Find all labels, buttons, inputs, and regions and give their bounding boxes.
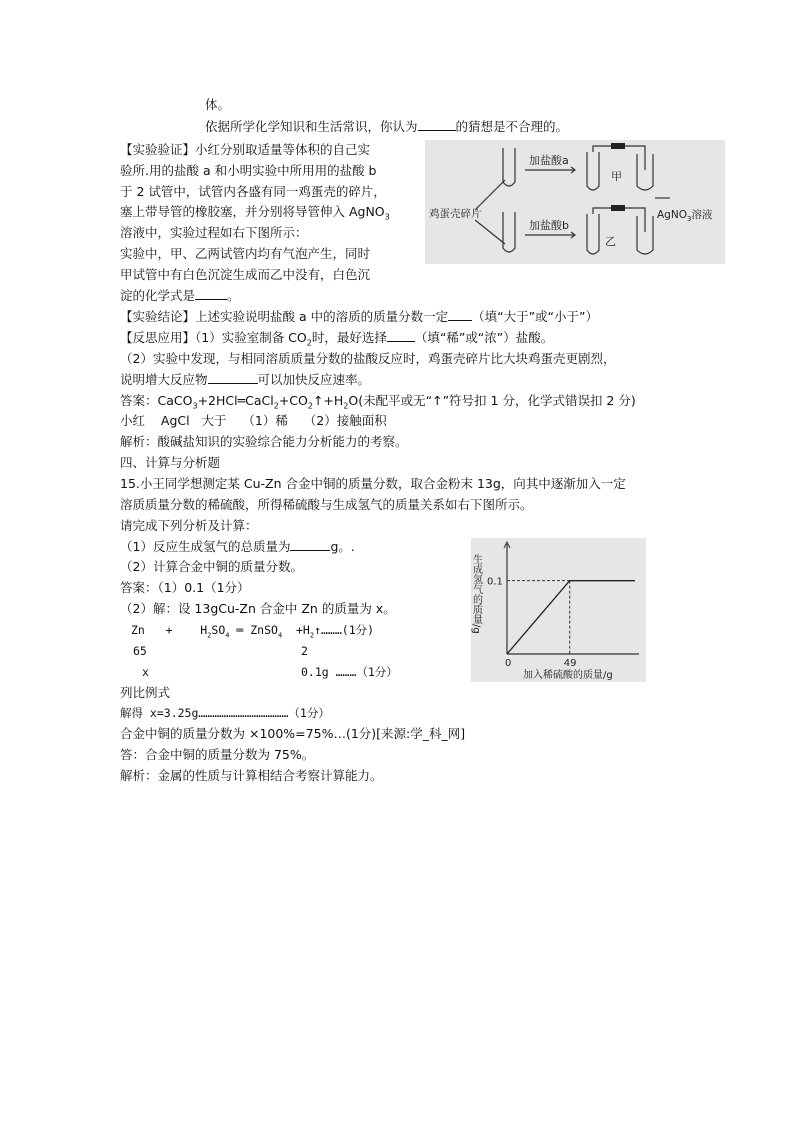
analysis-line: 解析：酸碱盐知识的实验综合能力分析能力的考察。 <box>120 434 408 449</box>
hydrogen-mass-chart <box>471 538 646 682</box>
text-line: 解得 x=3.25g…………………………………（1分） <box>120 706 330 720</box>
x-axis-label: 加入稀硫酸的质量/g <box>523 670 613 681</box>
apparatus-diagram <box>425 140 725 264</box>
section-heading: 四、计算与分析题 <box>120 455 221 470</box>
answer-line: （2）解：设 13gCu-Zn 合金中 Zn 的质量为 x。 <box>120 601 396 616</box>
x-tick-label: 49 <box>563 658 577 669</box>
label-add-acid-b: 加盐酸b <box>529 219 569 232</box>
equation-line: Zn + $H_2SO_4$ ═ ZnSO$_4$ $+H_2↑\dots\dots\dots(1$分) <box>131 623 375 640</box>
series-line <box>507 581 635 654</box>
answer-line: 小红 AgCl 大于 （1）稀 （2）接触面积 <box>120 413 387 428</box>
test-tube-jia <box>587 152 599 190</box>
section-reflection: 【反思应用】（1）实验室制备 $CO_2$时，最好选择 （填“稀”或“浓”）盐酸。 <box>120 330 554 348</box>
text-line: （1）反应生成氢气的总质量为 g。. <box>120 539 355 554</box>
test-tube-left-bottom <box>503 212 515 252</box>
text-line: 塞上带导管的橡胶塞，并分别将导管伸入 AgNO$_3$ <box>120 204 390 222</box>
origin-label: 0 <box>505 658 512 669</box>
answer-line: 答：合金中铜的质量分数为 75%。 <box>120 747 315 762</box>
text-line: 验所.用的盐酸 a 和小明实验中所用用的盐酸 b <box>120 163 377 178</box>
question-line: 15.小王同学想测定某 Cu-Zn 合金中铜的质量分数，取合金粉末 13g，向其中逐渐加入一定 <box>120 476 626 491</box>
text-line: 合金中铜的质量分数为 ×100%=75%…(1分)[来源:学_科_网] <box>120 726 466 741</box>
text-line: 实验中，甲、乙两试管内均有气泡产生，同时 <box>120 246 371 261</box>
label-agno3: AgNO$_3$溶液 <box>657 209 713 223</box>
clamp-top <box>611 143 625 149</box>
text-line: 依据所学化学知识和生活常识，你认为 的猜想是不合理的。 <box>205 119 569 134</box>
equation-line: 2 <box>301 644 308 658</box>
equation-line: x <box>142 665 149 679</box>
text-line: 体。 <box>205 97 231 112</box>
test-tube-yi <box>587 214 599 254</box>
question-line: 溶质质量分数的稀硫酸，所得稀硫酸与生成氢气的质量关系如右下图所示。 <box>120 497 533 512</box>
label-add-acid-a: 加盐酸a <box>529 154 569 167</box>
equation-line: 0.1g ………（1分） <box>301 665 398 679</box>
answer-line: 答案：$CaCO_3+2HCl═CaCl_2+CO_2↑+H_2O$(未配平或无“↑”符号扣 1 分，化学式错误扣 2 分) <box>120 393 636 411</box>
text-line: 列比例式 <box>120 685 171 700</box>
text-line: （2）实验中发现，与相同溶质质量分数的盐酸反应时，鸡蛋壳碎片比大块鸡蛋壳更剧烈， <box>120 351 616 366</box>
analysis-line: 解析：金属的性质与计算相结合考察计算能力。 <box>120 768 383 783</box>
section-experiment-conclusion: 【实验结论】上述实验说明盐酸 a 中的溶质的质量分数一定 （填“大于”或“小于”） <box>120 309 599 324</box>
equation-line: 65 <box>133 644 147 658</box>
text-line: 于 2 试管中，试管内各盛有同一鸡蛋壳的碎片， <box>120 184 386 199</box>
text-line: 说明增大反应物 可以加快反应速率。 <box>120 372 371 387</box>
clamp-bottom <box>611 205 625 211</box>
chart-svg <box>471 538 646 682</box>
text-line: 淀的化学式是 。 <box>120 288 240 303</box>
text-line: 溶液中，实验过程如右下图所示： <box>120 225 308 240</box>
section-experiment-verification: 【实验验证】小红分别取适量等体积的自己实 <box>120 142 371 157</box>
y-axis-label: 生成氢气的质量/g <box>471 554 482 634</box>
text-line: 甲试管中有白色沉淀生成而乙中没有，白色沉 <box>120 267 371 282</box>
label-yi: 乙 <box>605 235 616 248</box>
text-line: （2）计算合金中铜的质量分数。 <box>120 559 303 574</box>
apparatus-figure <box>425 140 725 264</box>
y-tick-label: 0.1 <box>487 576 503 588</box>
label-eggshell: 鸡蛋壳碎片 <box>429 208 482 220</box>
text-line: 请完成下列分析及计算： <box>120 518 258 533</box>
label-jia: 甲 <box>611 170 622 183</box>
answer-line: 答案：（1）0.1（1分） <box>120 580 250 595</box>
